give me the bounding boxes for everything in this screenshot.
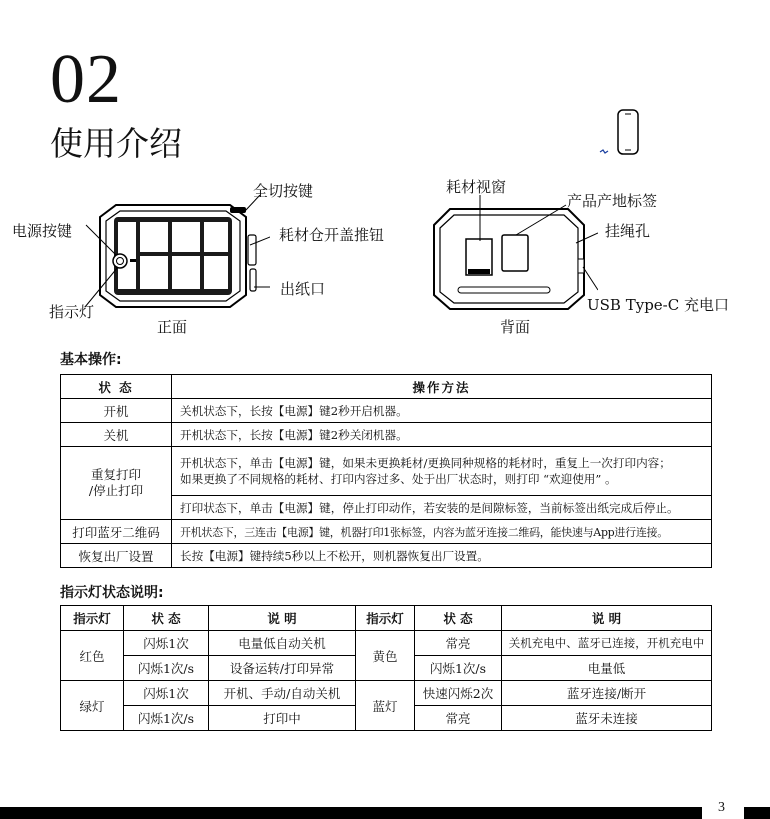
op-desc: 开机状态下，单击【电源】键，如果未更换耗材/更换同种规格的耗材时，重复上一次打印内容； 如果更换了不同规格的耗材、打印内容过多、处于出厂状态时，则打印 “欢迎使用” 。 <box>172 447 712 496</box>
indicator-table <box>60 605 712 731</box>
light-state: 快速闪烁2次 <box>415 681 502 706</box>
light-desc: 关机充电中、蓝牙已连接，开机充电中 <box>502 631 712 656</box>
basic-ops-table <box>60 374 712 568</box>
op-desc: 长按【电源】键持续5秒以上不松开，则机器恢复出厂设置。 <box>172 544 712 568</box>
light-desc: 打印中 <box>209 706 356 731</box>
light-desc: 开机、手动/自动关机 <box>209 681 356 706</box>
table-header: 状 态 <box>124 606 209 631</box>
op-desc: 打印状态下，单击【电源】键，停止打印动作，若安装的是间隙标签，当前标签出纸完成后停止。 <box>172 496 712 520</box>
caption-front: 正面 <box>157 318 188 336</box>
light-state: 闪烁1次 <box>124 681 209 706</box>
op-state: 开机 <box>61 399 172 423</box>
label-cut-key: 全切按键 <box>253 182 314 200</box>
table-row <box>61 447 712 496</box>
table-header: 说 明 <box>209 606 356 631</box>
table-header: 状 态 <box>415 606 502 631</box>
label-origin: 产品产地标签 <box>567 192 658 210</box>
label-usb-port: USB Type-C 充电口 <box>587 296 729 314</box>
light-name: 绿灯 <box>61 681 124 731</box>
light-desc: 电量低自动关机 <box>209 631 356 656</box>
label-paper-exit: 出纸口 <box>280 280 326 298</box>
printer-back-illustration <box>428 195 598 320</box>
light-state: 闪烁1次/s <box>124 706 209 731</box>
op-state: 恢复出厂设置 <box>61 544 172 568</box>
section-title: 使用介绍 <box>50 124 182 163</box>
table-row <box>61 423 712 447</box>
light-state: 常亮 <box>415 706 502 731</box>
table-row <box>61 631 712 656</box>
printer-front-illustration <box>80 195 270 320</box>
table-header: 指示灯 <box>61 606 124 631</box>
op-state: 关机 <box>61 423 172 447</box>
light-state: 闪烁1次/s <box>124 656 209 681</box>
light-state: 常亮 <box>415 631 502 656</box>
basic-ops-heading: 基本操作: <box>60 352 122 368</box>
indicator-heading: 指示灯状态说明: <box>60 585 164 601</box>
table-row <box>61 544 712 568</box>
label-power-key: 电源按键 <box>12 222 73 240</box>
op-desc: 关机状态下，长按【电源】键2秒开启机器。 <box>172 399 712 423</box>
label-window: 耗材视窗 <box>446 178 507 196</box>
op-desc: 开机状态下，三连击【电源】键，机器打印1张标签，内容为蓝牙连接二维码，能快速与App进行连接。 <box>172 520 712 544</box>
table-row <box>61 520 712 544</box>
op-desc: 开机状态下，长按【电源】键2秒关闭机器。 <box>172 423 712 447</box>
light-state: 闪烁1次 <box>124 631 209 656</box>
light-state: 闪烁1次/s <box>415 656 502 681</box>
light-desc: 蓝牙连接/断开 <box>502 681 712 706</box>
footer-bar <box>0 807 702 819</box>
section-number: 02 <box>50 41 122 118</box>
light-name: 黄色 <box>356 631 415 681</box>
light-desc: 设备运转/打印异常 <box>209 656 356 681</box>
table-header: 状 态 <box>61 375 172 399</box>
op-state: 重复打印 /停止打印 <box>61 447 172 520</box>
light-name: 蓝灯 <box>356 681 415 731</box>
op-state: 打印蓝牙二维码 <box>61 520 172 544</box>
table-row <box>61 399 712 423</box>
table-header: 说 明 <box>502 606 712 631</box>
phone-icon <box>596 108 646 163</box>
label-cover-button: 耗材仓开盖推钮 <box>279 226 385 244</box>
table-row <box>61 681 712 706</box>
label-indicator: 指示灯 <box>49 303 95 321</box>
label-lanyard-hole: 挂绳孔 <box>605 222 651 240</box>
footer-bar-end <box>744 807 770 819</box>
light-name: 红色 <box>61 631 124 681</box>
table-header: 指示灯 <box>356 606 415 631</box>
light-desc: 蓝牙未连接 <box>502 706 712 731</box>
light-desc: 电量低 <box>502 656 712 681</box>
page-number: 3 <box>718 800 725 815</box>
table-header: 操作方法 <box>172 375 712 399</box>
caption-back: 背面 <box>500 318 531 336</box>
